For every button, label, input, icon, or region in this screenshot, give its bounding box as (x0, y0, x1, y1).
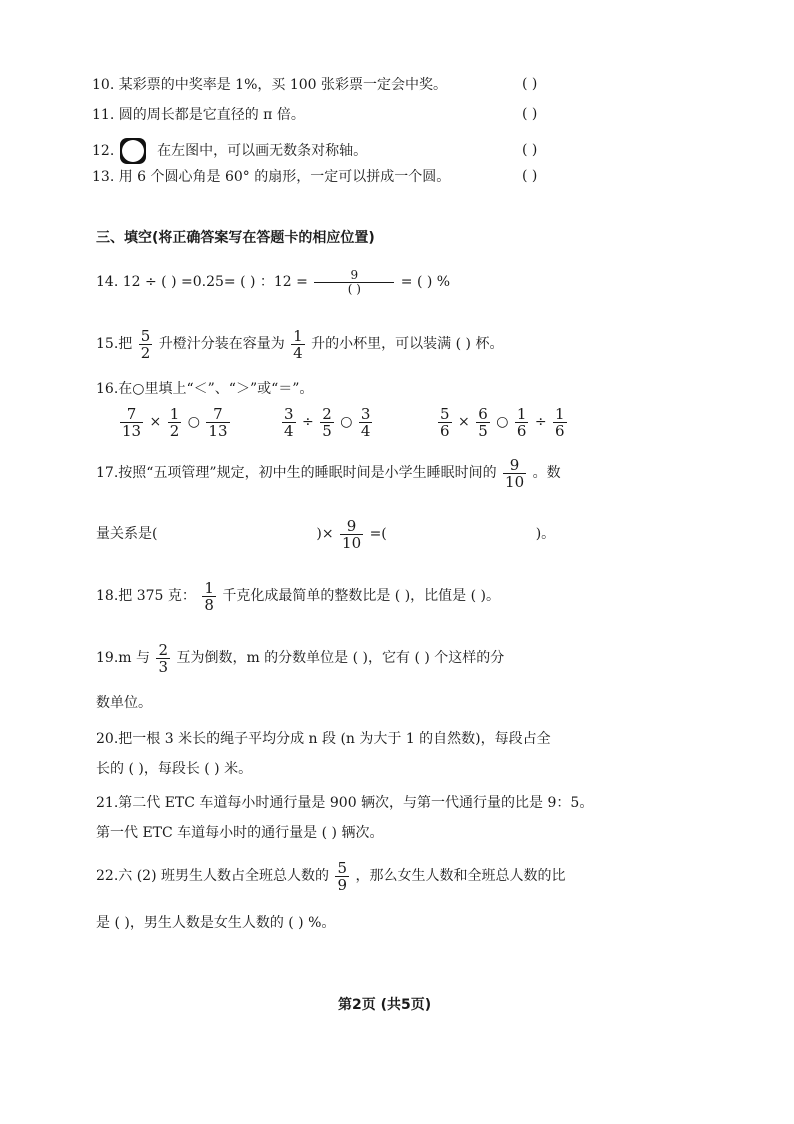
numerator: 9 (509, 455, 520, 474)
comparison-2 (280, 404, 374, 440)
question-11 (92, 106, 305, 124)
question-text: 千克化成最简单的整数比是 ( )，比值是 ( )。 (222, 588, 500, 604)
numerator: 7 (213, 404, 223, 423)
answer-paren: ( ) (522, 76, 538, 92)
numerator: 1 (293, 326, 303, 345)
denominator: 10 (342, 533, 362, 552)
fraction (202, 580, 216, 613)
fraction (515, 406, 529, 439)
question-17-line2 (96, 516, 555, 552)
question-text: 。数 (532, 465, 561, 481)
page-footer: 第2页 (共5页) (338, 997, 432, 1013)
compare-circle: ○ (187, 414, 200, 430)
compare-circle: ○ (496, 414, 509, 430)
fraction (320, 406, 334, 439)
numerator: 1 (555, 404, 565, 423)
denominator: 6 (516, 421, 527, 440)
denominator: 4 (284, 421, 294, 440)
question-text: 19.m 与 (96, 650, 150, 666)
question-text: ，那么女生人数和全班总人数的比 (355, 868, 566, 884)
question-text: 12 ÷ ( ) =0.25= ( ) ：12 = (122, 274, 308, 290)
numerator: 5 (140, 326, 151, 345)
fraction (476, 406, 490, 439)
question-text: 22.六 (2) 班男生人数占全班总人数的 (96, 868, 329, 884)
denominator: 13 (208, 421, 228, 440)
fraction (335, 860, 349, 893)
question-text: 某彩票的中奖率是 1%，买 100 张彩票一定会中奖。 (118, 77, 447, 93)
fraction (282, 406, 296, 439)
denominator: 5 (478, 421, 488, 440)
denominator: ( ) (314, 282, 394, 296)
fraction (340, 518, 363, 551)
question-10 (92, 76, 447, 94)
question-number: 13. (92, 169, 115, 185)
question-13 (92, 168, 450, 186)
question-21-line2: 第一代 ETC 车道每小时的通行量是 ( ) 辆次。 (96, 825, 384, 841)
denominator: 9 (337, 875, 347, 894)
compare-circle: ○ (340, 414, 353, 430)
question-text: 在左图中，可以画无数条对称轴。 (157, 143, 368, 159)
question-text: 18.把 375 克： (96, 588, 196, 604)
numerator: 3 (284, 404, 294, 423)
question-text: = ( ) % (400, 274, 451, 290)
numerator: 1 (516, 404, 527, 423)
denominator: 6 (440, 421, 450, 440)
fraction (291, 328, 305, 361)
comparison-1 (118, 404, 232, 440)
fraction (553, 406, 567, 439)
question-22 (96, 858, 565, 894)
denominator: 10 (505, 472, 525, 491)
question-text: 量关系是( (96, 526, 158, 542)
question-text: 升的小杯里，可以装满 ( ) 杯。 (311, 336, 504, 352)
fraction (503, 457, 526, 490)
question-16: 16.在○里填上“＜”、“＞”或“＝”。 (96, 381, 314, 397)
question-text: 圆的周长都是它直径的 π 倍。 (118, 107, 305, 123)
question-number: 10. (92, 77, 115, 93)
question-22-line2: 是 ( )，男生人数是女生人数的 ( ) %。 (96, 915, 336, 931)
numerator: 7 (126, 404, 137, 423)
question-text: 15.把 (96, 336, 133, 352)
denominator: 2 (140, 343, 151, 362)
question-17 (96, 456, 561, 490)
question-number: 11. (92, 107, 115, 123)
question-number: 12. (92, 143, 115, 159)
question-18 (96, 578, 500, 614)
fraction (359, 406, 373, 439)
numerator: 3 (360, 404, 371, 423)
answer-paren: ( ) (522, 106, 538, 122)
numerator: 5 (337, 858, 347, 877)
question-text: 用 6 个圆心角是 60° 的扇形，一定可以拼成一个圆。 (118, 169, 451, 185)
question-text: )× (316, 526, 334, 542)
denominator: 13 (122, 421, 142, 440)
denominator: 4 (360, 421, 371, 440)
fraction (206, 406, 229, 439)
numerator: 9 (350, 267, 359, 282)
question-12 (92, 136, 367, 166)
denominator: 5 (322, 421, 332, 440)
question-text: 互为倒数，m 的分数单位是 ( )，它有 ( ) 个这样的分 (176, 650, 505, 666)
denominator: 3 (158, 657, 168, 676)
square-circle-figure-icon (119, 137, 147, 165)
question-19 (96, 640, 504, 676)
operator: ÷ (534, 414, 547, 430)
fraction (314, 269, 394, 296)
question-21: 21.第二代 ETC 车道每小时通行量是 900 辆次，与第一代通行量的比是 9：5。 (96, 795, 594, 811)
comparison-3 (436, 404, 569, 440)
question-14 (96, 266, 450, 298)
denominator: 2 (169, 421, 180, 440)
fraction (120, 406, 143, 439)
question-text: 升橙汁分装在容量为 (158, 336, 285, 352)
numerator: 1 (169, 404, 180, 423)
fraction (168, 406, 182, 439)
question-text: 17.按照“五项管理”规定，初中生的睡眠时间是小学生睡眠时间的 (96, 465, 497, 481)
operator: × (149, 414, 162, 430)
numerator: 1 (204, 578, 214, 597)
fraction (438, 406, 452, 439)
denominator: 6 (555, 421, 565, 440)
operator: × (458, 414, 470, 430)
answer-paren: ( ) (522, 168, 538, 184)
denominator: 8 (204, 595, 214, 614)
fraction (156, 642, 170, 675)
fraction (139, 328, 153, 361)
question-19-line2: 数单位。 (96, 695, 152, 711)
numerator: 2 (158, 640, 168, 659)
question-text: )。 (535, 526, 556, 542)
operator: ÷ (302, 414, 314, 430)
answer-paren: ( ) (522, 142, 538, 158)
question-number: 14. (96, 274, 119, 290)
numerator: 2 (322, 404, 332, 423)
question-20-line2: 长的 ( )，每段长 ( ) 米。 (96, 761, 253, 777)
numerator: 9 (346, 516, 357, 535)
question-15 (96, 326, 503, 362)
question-text: =( (369, 526, 387, 542)
denominator: 4 (293, 343, 303, 362)
section-title: 三、填空(将正确答案写在答题卡的相应位置) (96, 230, 375, 246)
numerator: 5 (440, 404, 450, 423)
question-20: 20.把一根 3 米长的绳子平均分成 n 段 (n 为大于 1 的自然数)，每段占全 (96, 731, 551, 747)
numerator: 6 (478, 404, 488, 423)
